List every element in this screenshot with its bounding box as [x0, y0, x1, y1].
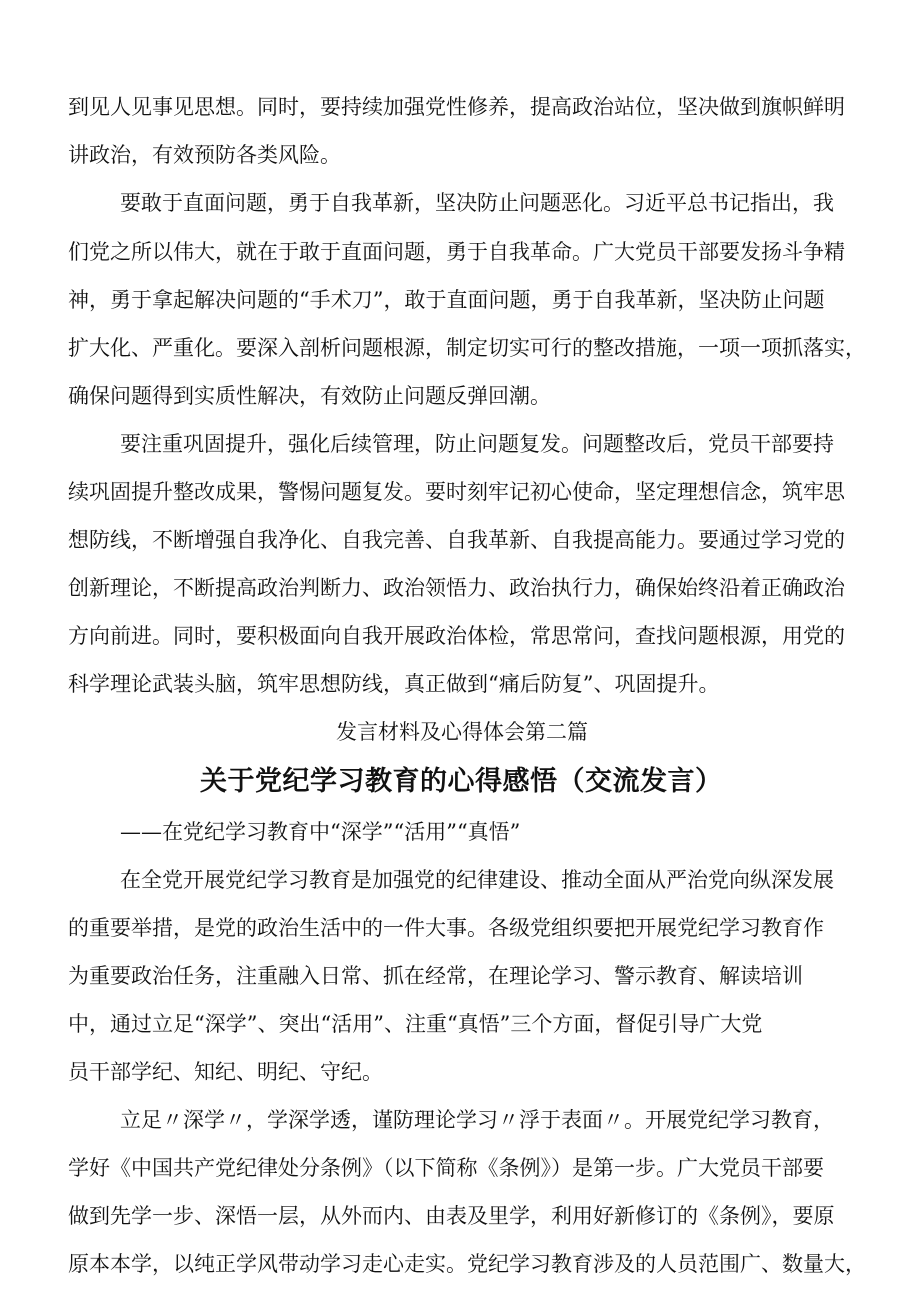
text-line-content: 做到先学一步、深悟一层，从外而内、由表及里学，利用好新修订的《条例》，要原: [68, 1204, 835, 1228]
text-line: [0, 1000, 920, 1048]
article-subtitle: [0, 808, 920, 856]
text-line: [0, 612, 920, 660]
text-line-content: 要敢于直面问题，勇于自我革新，坚决防止问题恶化。习近平总书记指出，我: [120, 191, 834, 215]
text-line-content: 讲政治，有效预防各类风险。: [68, 143, 341, 167]
text-line: [0, 276, 920, 324]
text-line: [0, 564, 920, 612]
text-line: [0, 516, 920, 564]
text-line-content: 为重要政治任务，注重融入日常、抓在经常，在理论学习、警示教育、解读培训: [68, 964, 803, 988]
text-line-content: 学好《中国共产党纪律处分条例》（以下简称《条例》）是第一步。广大党员干部要: [68, 1156, 824, 1180]
text-line-content: 中，通过立足“深学”、突出“活用”、注重“真悟”三个方面，督促引导广大党: [68, 1012, 763, 1036]
text-line: [0, 1096, 920, 1144]
text-line: [0, 904, 920, 952]
text-line: [0, 324, 920, 372]
text-line-content: 到见人见事见思想。同时，要持续加强党性修养，提高政治站位，坚决做到旗帜鲜明: [68, 95, 845, 119]
text-line: [0, 1048, 920, 1096]
text-line-content: 想防线，不断增强自我净化、自我完善、自我革新、自我提高能力。要通过学习党的: [68, 528, 845, 552]
text-line: [0, 83, 920, 131]
section-label: [0, 708, 920, 756]
article-title: [0, 754, 920, 810]
text-line: [0, 952, 920, 1000]
text-line-content: 原本本学，以纯正学风带动学习走心走实。党纪学习教育涉及的人员范围广、数量大，: [68, 1252, 866, 1276]
text-line-content: 员干部学纪、知纪、明纪、守纪。: [68, 1060, 383, 1084]
text-line: [0, 660, 920, 708]
text-line-content: 续巩固提升整改成果，警惕问题复发。要时刻牢记初心使命，坚定理想信念，筑牢思: [68, 480, 845, 504]
text-line-content: 科学理论武装头脑，筑牢思想防线，真正做到“痛后防复”、巩固提升。: [68, 672, 720, 696]
text-line-content: 扩大化、严重化。要深入剖析问题根源，制定切实可行的整改措施，一项一项抓落实，: [68, 336, 866, 360]
text-line-content: 在全党开展党纪学习教育是加强党的纪律建设、推动全面从严治党向纵深发展: [120, 868, 834, 892]
text-line: [0, 1192, 920, 1240]
text-line-content: 们党之所以伟大，就在于敢于直面问题，勇于自我革命。广大党员干部要发扬斗争精: [68, 240, 845, 264]
text-line: [0, 1240, 920, 1288]
text-line-content: 神，勇于拿起解决问题的“手术刀”，敢于直面问题，勇于自我革新，坚决防止问题: [68, 288, 825, 312]
text-line-content: 要注重巩固提升，强化后续管理，防止问题复发。问题整改后，党员干部要持: [120, 432, 834, 456]
text-line: [0, 468, 920, 516]
article-subtitle-text: ——在党纪学习教育中“深学”“活用”“真悟”: [120, 820, 521, 844]
text-line: [0, 420, 920, 468]
text-line: [0, 228, 920, 276]
text-line-content: 的重要举措，是党的政治生活中的一件大事。各级党组织要把开展党纪学习教育作: [68, 916, 824, 940]
text-line-content: 确保问题得到实质性解决，有效防止问题反弹回潮。: [68, 384, 551, 408]
text-line: [0, 856, 920, 904]
text-line: [0, 1144, 920, 1192]
text-line: [0, 131, 920, 179]
text-line: [0, 372, 920, 420]
text-line-content: 立足〃深学〃，学深学透，谨防理论学习〃浮于表面〃。开展党纪学习教育，: [120, 1108, 834, 1132]
text-line: [0, 179, 920, 227]
text-line-content: 创新理论，不断提高政治判断力、政治领悟力、政治执行力，确保始终沿着正确政治: [68, 576, 845, 600]
article-title-text: 关于党纪学习教育的心得感悟（交流发言）: [200, 766, 723, 797]
text-line-content: 方向前进。同时，要积极面向自我开展政治体检，常思常问，查找问题根源，用党的: [68, 624, 845, 648]
section-label-text: 发言材料及心得体会第二篇: [336, 720, 588, 744]
